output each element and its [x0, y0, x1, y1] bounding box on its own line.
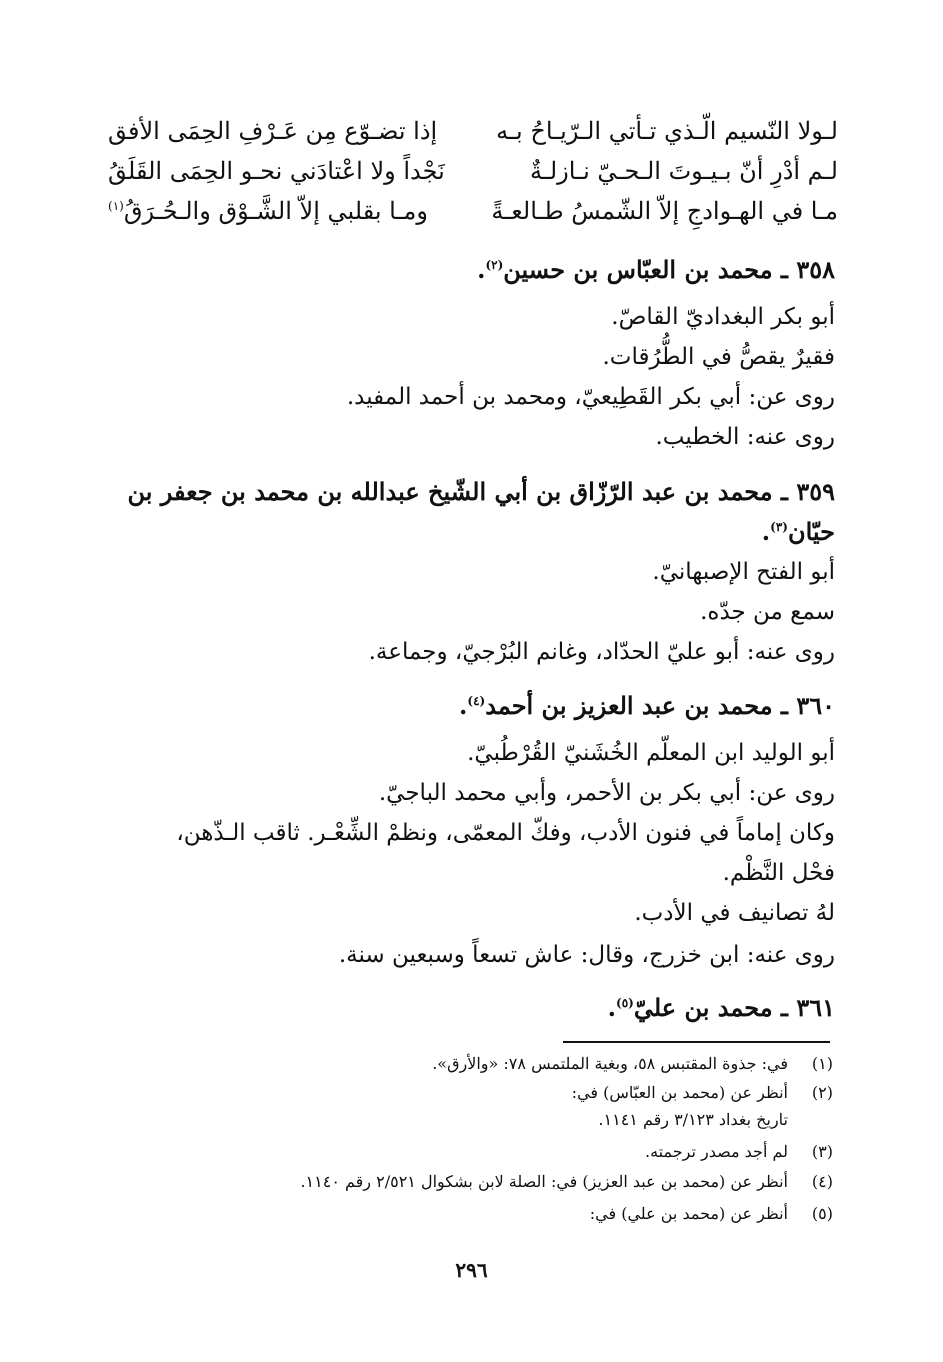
- verse-3: [108, 192, 838, 230]
- footnote-2b-text: تاريخ بغداد ٣/١٢٣ رقم ١١٤١.: [598, 1110, 788, 1129]
- footnote-2-text: أنظر عن (محمد بن العبّاس) في:: [571, 1083, 788, 1102]
- footnote-2-continuation: [133, 1106, 833, 1134]
- verse-1-first-hemistich: لـولا النّسيم الّـذي تـأتي الـرّيـاحُ بـه: [496, 117, 838, 145]
- verse-3-first-hemistich: مـا في الهـوادجِ إلاّ الشّمسُ طـالعـةً: [491, 197, 838, 225]
- footnote-1-text: في: جذوة المقتبس ٥٨، وبغية الملتمس ٧٨: «والأرق».: [432, 1054, 788, 1073]
- footnote-1: [133, 1050, 833, 1078]
- entry-359-title-tail: .: [761, 517, 771, 546]
- entry-358-line-3: روى عن: أبي بكر القَطِيعيّ، ومحمد بن أحمد المفيد.: [346, 384, 835, 410]
- footnote-2-number: (٢): [811, 1083, 833, 1102]
- entry-360-line-2: روى عن: أبي بكر بن الأحمر، وأبي محمد الباجيّ.: [378, 780, 835, 806]
- entry-360-line-1: أبو الوليد ابن المعلّم الخُشَنيّ القُرْطُبيّ.: [467, 740, 835, 766]
- page-number: ٢٩٦: [455, 1258, 488, 1282]
- entry-360-heading: [105, 686, 835, 726]
- entry-360-line-5: لهُ تصانيف في الأدب.: [634, 900, 835, 926]
- entry-360-line-6: روى عنه: ابن خزرج، وقال: عاش تسعاً وسبعين سنة.: [338, 942, 835, 968]
- footnote-4-text: أنظر عن (محمد بن عبد العزيز) في: الصلة لابن بشكوال ٢/٥٢١ رقم ١١٤٠.: [300, 1172, 788, 1191]
- verse-3-second-hemistich: [108, 192, 428, 230]
- verse-3-second-text: ومـا بقلبي إلاّ الشَّـوْق والـحُـرَقُ: [123, 197, 428, 225]
- footnote-2: [133, 1079, 833, 1107]
- entry-358-line-2: فقيرٌ يقصُّ في الطُّرُقات.: [602, 344, 835, 370]
- entry-360-title: ٣٦٠ ـ محمد بن عبد العزيز بن أحمد: [485, 691, 835, 720]
- footnote-ref-2[interactable]: (٢): [485, 258, 504, 272]
- entry-361-title: ٣٦١ ـ محمد بن عليّ: [633, 993, 835, 1022]
- footnote-1-number: (١): [811, 1054, 833, 1073]
- verse-2: [108, 152, 838, 190]
- entry-361-title-tail: .: [607, 993, 616, 1022]
- entry-360-line-3: وكان إماماً في فنون الأدب، وفكّ المعمّى، ونظمْ الشِّعْـر. ثاقب الـذّهن،: [176, 820, 835, 846]
- footnote-3: [133, 1138, 833, 1166]
- entry-359-line-2: سمع من جدّه.: [700, 599, 835, 625]
- entry-358-title: ٣٥٨ ـ محمد بن العبّاس بن حسين: [503, 255, 835, 284]
- footnote-ref-5[interactable]: (٥): [616, 996, 634, 1010]
- verse-2-second-hemistich: نَجْداً ولا اعْتادَني نحـو الحِمَى القَلَقُ: [108, 157, 445, 185]
- footnote-4: [133, 1168, 833, 1196]
- footnote-ref-3[interactable]: (٣): [770, 520, 788, 534]
- entry-360-line-4: فحْل النَّظْم.: [722, 860, 835, 886]
- verse-1: [108, 112, 838, 150]
- verse-2-first-hemistich: لـم أدْرِ أنّ بـيـوتَ الـحـيّ نـازلـةٌ: [529, 157, 838, 185]
- entry-358-line-4: روى عنه: الخطيب.: [655, 424, 835, 450]
- verse-1-second-hemistich: إذا تضـوّع مِن عَـرْفِ الحِمَى الأفق: [108, 117, 438, 145]
- entry-360-title-tail: .: [459, 691, 468, 720]
- footnote-4-number: (٤): [811, 1172, 833, 1191]
- footnote-3-number: (٣): [811, 1142, 833, 1161]
- entry-359-line-3: روى عنه: أبو عليّ الحدّاد، وغانم البُرْجيّ، وجماعة.: [368, 639, 835, 665]
- footnote-2b-number: [788, 1106, 833, 1134]
- entry-358-line-1: أبو بكر البغداديّ القاصّ.: [611, 304, 835, 330]
- footnote-5: [133, 1200, 833, 1228]
- entry-359-heading-line-1: ٣٥٩ ـ محمد بن عبد الرّزّاق بن أبي الشّيخ عبدالله بن محمد بن جعفر بن: [127, 477, 835, 506]
- entry-359-heading-line-2: [105, 512, 835, 552]
- footnote-3-text: لم أجد مصدر ترجمته.: [645, 1142, 788, 1161]
- entry-358-heading: [105, 250, 835, 290]
- footnote-divider: [563, 1041, 830, 1043]
- entry-359-line-1: أبو الفتح الإصبهانيّ.: [652, 559, 835, 585]
- entry-359-title-end: حيّان: [787, 517, 835, 546]
- footnote-5-text: أنظر عن (محمد بن علي) في:: [589, 1204, 788, 1223]
- entry-358-title-tail: .: [477, 255, 486, 284]
- footnote-ref-1[interactable]: (١): [108, 199, 124, 213]
- footnote-5-number: (٥): [811, 1204, 833, 1223]
- entry-361-heading: [105, 988, 835, 1028]
- footnote-ref-4[interactable]: (٤): [467, 694, 486, 708]
